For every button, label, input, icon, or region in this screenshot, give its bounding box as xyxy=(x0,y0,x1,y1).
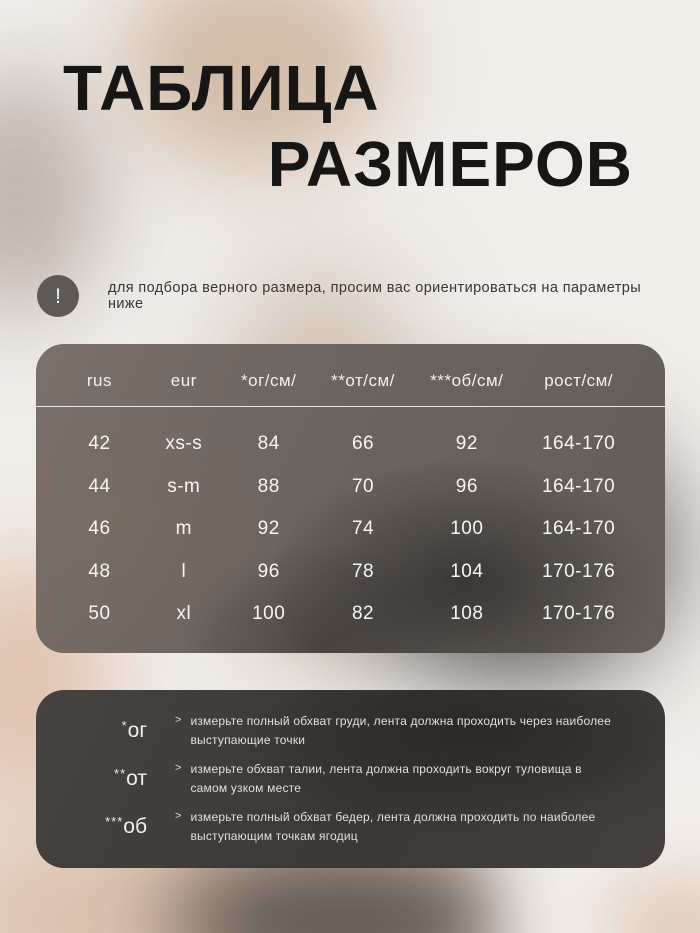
size-table-rows xyxy=(36,407,665,636)
table-cell: 82 xyxy=(351,603,375,625)
table-cell: 164-170 xyxy=(541,475,616,497)
footnote-abbr: об xyxy=(123,815,147,838)
table-cell: 100 xyxy=(450,518,484,540)
notice-text: для подбора верного размера, просим вас ориентироваться на параметры ниже xyxy=(108,280,642,312)
table-cell: 88 xyxy=(257,475,280,497)
table-cell: 164-170 xyxy=(541,433,616,455)
footnotes-panel xyxy=(36,690,665,868)
footnote-label xyxy=(36,720,147,741)
table-cell: 74 xyxy=(351,518,375,540)
footnote-row-hips xyxy=(36,807,635,846)
column-header-eur: eur xyxy=(170,371,197,390)
chevron-marker-icon: > xyxy=(175,713,182,726)
footnote-label xyxy=(36,816,147,837)
table-cell: xl xyxy=(176,603,192,625)
table-cell: 42 xyxy=(88,433,111,455)
footnote-abbr: ог xyxy=(127,719,147,742)
column-header-height: рост/см/ xyxy=(544,371,614,390)
table-cell: 108 xyxy=(450,603,484,625)
footnote-stars: ** xyxy=(114,766,127,781)
footnote-body xyxy=(175,712,615,750)
column-header-rus: rus xyxy=(86,371,113,390)
table-cell: 46 xyxy=(88,518,111,540)
table-cell: 92 xyxy=(455,433,478,455)
table-cell: 100 xyxy=(252,603,286,625)
table-cell: 78 xyxy=(351,560,375,582)
table-cell: 44 xyxy=(88,475,111,497)
table-cell: 164-170 xyxy=(541,518,616,540)
table-row xyxy=(36,423,665,466)
page-title-line2: РАЗМЕРОВ xyxy=(267,128,633,200)
table-cell: 70 xyxy=(351,475,375,497)
table-cell: 84 xyxy=(257,433,280,455)
table-cell: 66 xyxy=(351,433,375,455)
footnote-stars: * xyxy=(121,718,128,733)
footnote-body xyxy=(175,808,615,846)
table-cell: s-m xyxy=(167,475,201,497)
footnote-body xyxy=(175,760,615,798)
table-cell: 104 xyxy=(450,560,484,582)
table-cell: m xyxy=(175,518,192,540)
notice-row xyxy=(37,275,660,317)
table-cell: xs-s xyxy=(165,433,203,455)
footnote-stars: *** xyxy=(105,814,124,829)
size-table-header xyxy=(36,344,665,407)
column-header-hips: ***об/см/ xyxy=(430,371,504,390)
table-cell: 170-176 xyxy=(541,560,616,582)
chevron-marker-icon: > xyxy=(175,809,182,822)
exclamation-icon xyxy=(37,275,79,317)
footnote-abbr: от xyxy=(126,767,147,790)
chevron-marker-icon: > xyxy=(175,761,182,774)
footnote-row-waist xyxy=(36,759,635,798)
footnote-text: измерьте полный обхват бедер, лента должна проходить по наиболее выступающим точкам ягодиц xyxy=(190,809,596,843)
footnote-text: измерьте обхват талии, лента должна проходить вокруг туловища в самом узком месте xyxy=(190,761,582,795)
table-row xyxy=(36,508,665,551)
column-header-waist: **от/см/ xyxy=(331,371,395,390)
table-cell: 96 xyxy=(257,560,280,582)
table-cell: 170-176 xyxy=(541,603,616,625)
table-cell: 96 xyxy=(455,475,478,497)
footnote-label xyxy=(36,768,147,789)
table-cell: 92 xyxy=(257,518,280,540)
table-row xyxy=(36,466,665,509)
table-row xyxy=(36,593,665,636)
footnote-text: измерьте полный обхват груди, лента должна проходить через наиболее выступающие точки xyxy=(190,713,612,747)
page-title-line1: ТАБЛИЦА xyxy=(63,52,380,124)
exclamation-glyph: ! xyxy=(55,284,61,308)
table-cell: 48 xyxy=(88,560,111,582)
footnote-row-chest xyxy=(36,711,635,750)
size-table-panel xyxy=(36,344,665,653)
table-cell: l xyxy=(181,560,187,582)
table-row xyxy=(36,551,665,594)
table-cell: 50 xyxy=(88,603,111,625)
column-header-chest: *ог/см/ xyxy=(241,371,297,390)
